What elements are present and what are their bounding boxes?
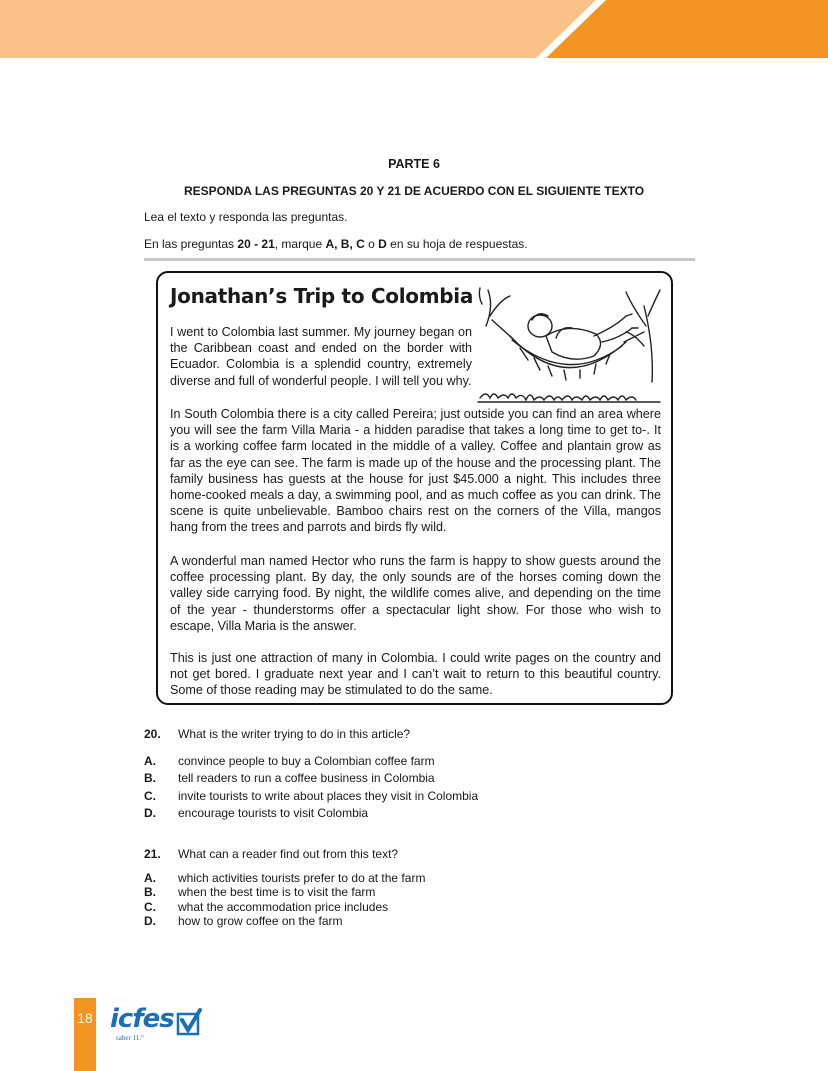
- checkmark-icon: [176, 1008, 202, 1036]
- question-number: 20.: [144, 727, 161, 741]
- option-letter: B.: [144, 885, 156, 899]
- instruction-text: o: [364, 237, 379, 251]
- page-number: 18: [77, 1010, 93, 1026]
- option-text: tell readers to run a coffee business in Colombia: [178, 771, 435, 785]
- option-text: convince people to buy a Colombian coffee farm: [178, 754, 435, 768]
- answer-letter-d: D: [378, 237, 387, 251]
- reading-paragraph-1: I went to Colombia last summer. My journey began on the Caribbean coast and ended on the border with Ecuador. Colombia is a splendid country, extremely diverse and full of wonderful people. I will tell you why.: [170, 325, 472, 388]
- logo-subtitle: saber 11.°: [116, 1034, 144, 1042]
- option-letter: C.: [144, 900, 156, 914]
- option-letter: D.: [144, 806, 156, 820]
- section-heading: RESPONDA LAS PREGUNTAS 20 Y 21 DE ACUERDO CON EL SIGUIENTE TEXTO: [183, 184, 645, 198]
- option-text: how to grow coffee on the farm: [178, 914, 343, 928]
- instruction-read: Lea el texto y responda las preguntas.: [144, 210, 348, 224]
- reading-paragraph-3: A wonderful man named Hector who runs the farm is happy to show guests around the coffee processing plant. By day, the only sounds are of the horses coming down the valley side carrying food. By night, the wildlife comes alive, and depending on the time of the year - thunderstorms offer a spectacular light show. For those who wish to escape, Villa Maria is the answer.: [170, 554, 661, 633]
- divider: [144, 258, 695, 261]
- answer-letters: A, B, C: [325, 237, 365, 251]
- question-number: 21.: [144, 847, 161, 861]
- header-banner: [0, 0, 828, 58]
- part-title: PARTE 6: [388, 157, 440, 171]
- question-range: 20 - 21: [237, 237, 275, 251]
- option-letter: B.: [144, 771, 156, 785]
- reading-paragraph-2: In South Colombia there is a city called Pereira; just outside you can find an area where you will see the farm Villa Maria - a hidden paradise that takes a long time to get to-. It is a working coffee farm located in the middle of a valley. Coffee and plantain grow as far as the eye can see. The farm is made up of the house and the processing plant. The family business has guests at the house for just $45.000 a night. This includes three home-cooked meals a day, a swimming pool, and as much coffee as you can drink. The scene is quite unbelievable. Bamboo chairs rest on the corners of the Villa, mangos hang from the trees and parrots and birds fly wild.: [170, 407, 661, 535]
- option-text: which activities tourists prefer to do at the farm: [178, 871, 426, 885]
- instruction-mark: [144, 237, 528, 251]
- page-tab: [74, 998, 96, 1071]
- option-letter: C.: [144, 789, 156, 803]
- hammock-illustration: [476, 286, 662, 408]
- question-text: What can a reader find out from this text?: [178, 847, 399, 861]
- option-text: invite tourists to write about places they visit in Colombia: [178, 789, 479, 803]
- question-text: What is the writer trying to do in this article?: [178, 727, 411, 741]
- instruction-text: , marque: [274, 237, 326, 251]
- option-text: encourage tourists to visit Colombia: [178, 806, 369, 820]
- option-letter: A.: [144, 871, 156, 885]
- option-text: when the best time is to visit the farm: [178, 885, 376, 899]
- option-letter: A.: [144, 754, 156, 768]
- option-letter: D.: [144, 914, 156, 928]
- icfes-logo: icfes: [110, 1004, 174, 1034]
- option-text: what the accommodation price includes: [178, 900, 389, 914]
- reading-paragraph-4: This is just one attraction of many in Colombia. I could write pages on the country and not get bored. I graduate next year and I can’t wait to return to this beautiful country. Some of those reading may be stimulated to do the same.: [170, 651, 661, 698]
- reading-title: Jonathan’s Trip to Colombia: [170, 284, 474, 308]
- instruction-text: en su hoja de respuestas.: [386, 237, 528, 251]
- instruction-text: En las preguntas: [144, 237, 238, 251]
